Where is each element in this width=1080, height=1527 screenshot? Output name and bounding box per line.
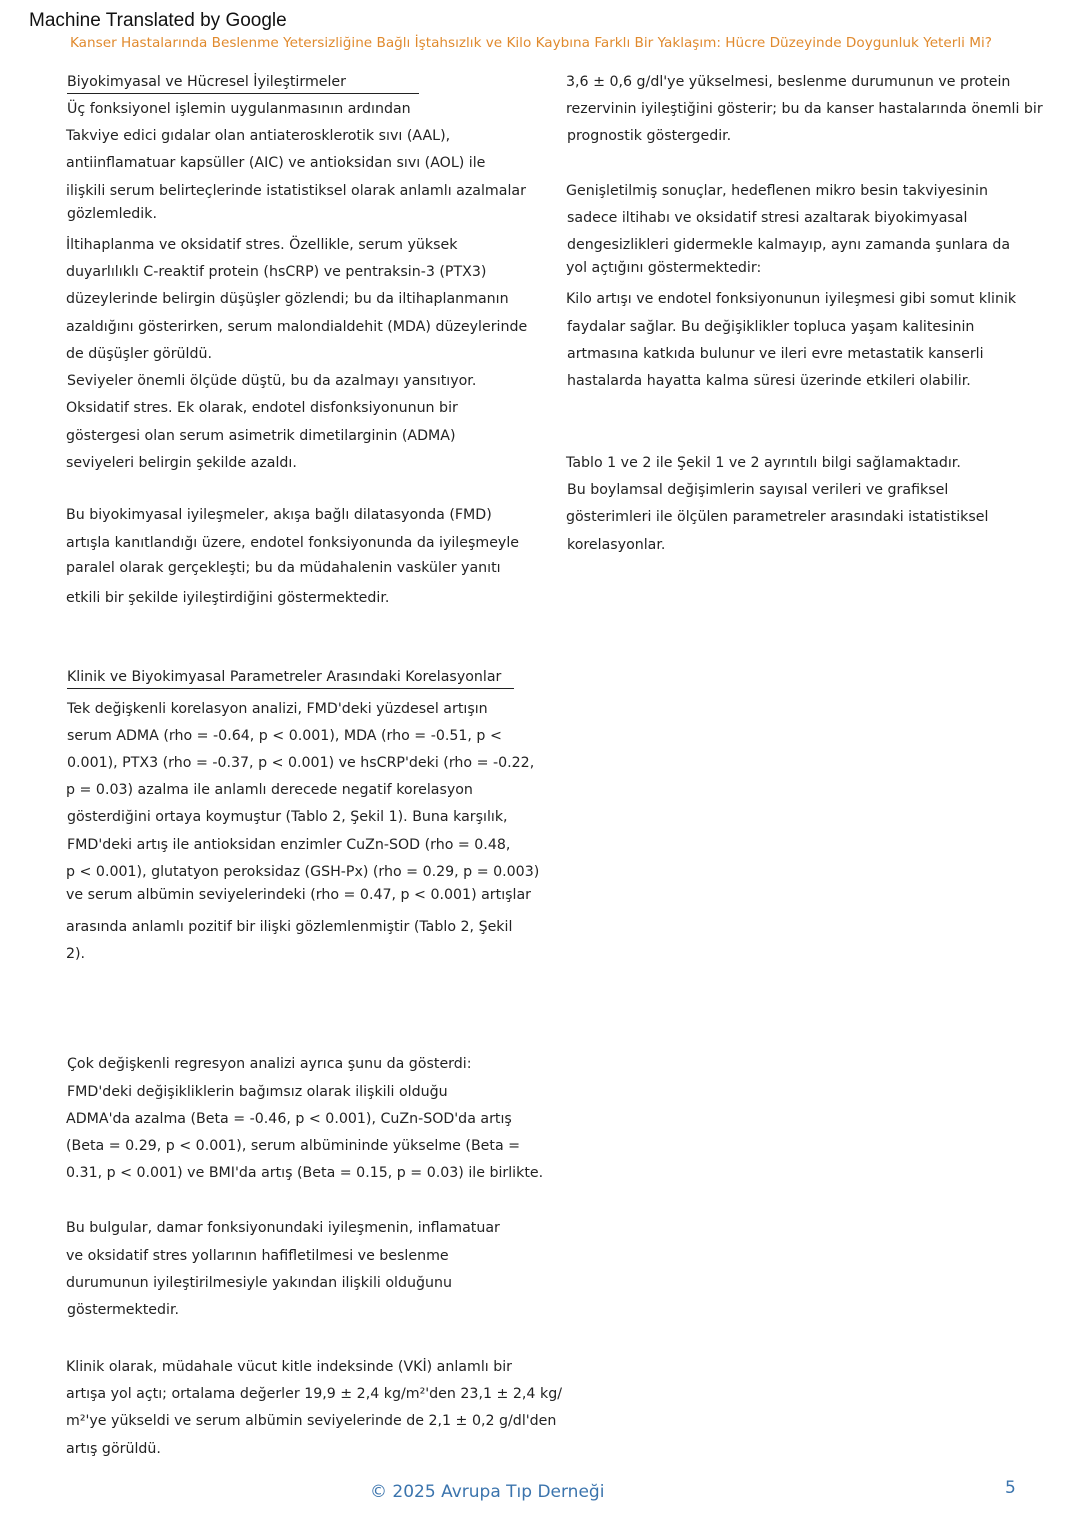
text-line: m²'ye yükseldi ve serum albümin seviyelerinde de 2,1 ± 0,2 g/dl'den	[66, 1413, 557, 1429]
text-line: Tek değişkenli korelasyon analizi, FMD'deki yüzdesel artışın	[67, 701, 488, 717]
text-line: hastalarda hayatta kalma süresi üzerinde etkileri olabilir.	[567, 373, 971, 389]
text-line: 2).	[66, 946, 86, 962]
text-line: dengesizlikleri gidermekle kalmayıp, aynı zamanda şunlara da	[567, 237, 1011, 253]
text-line: artmasına katkıda bulunur ve ileri evre metastatik kanserli	[567, 346, 984, 362]
text-line: Klinik olarak, müdahale vücut kitle indeksinde (VKİ) anlamlı bir	[66, 1359, 512, 1375]
text-line: 3,6 ± 0,6 g/dl'ye yükselmesi, beslenme durumunun ve protein	[566, 74, 1011, 90]
text-line: gözlemledik.	[67, 206, 157, 222]
text-line: ilişkili serum belirteçlerinde istatistiksel olarak anlamlı azalmalar	[66, 183, 526, 199]
text-line: yol açtığını göstermektedir:	[566, 260, 762, 276]
text-line: gösterimleri ile ölçülen parametreler arasındaki istatistiksel	[566, 509, 989, 525]
text-line: serum ADMA (rho = -0.64, p < 0.001), MDA (rho = -0.51, p <	[67, 728, 502, 744]
text-line: p = 0.03) azalma ile anlamlı derecede negatif korelasyon	[66, 782, 473, 798]
text-line: artışa yol açtı; ortalama değerler 19,9 ± 2,4 kg/m²'den 23,1 ± 2,4 kg/	[66, 1386, 562, 1402]
text-line: seviyeleri belirgin şekilde azaldı.	[66, 455, 297, 471]
text-line: Genişletilmiş sonuçlar, hedeflenen mikro besin takviyesinin	[566, 183, 988, 199]
text-line: ve serum albümin seviyelerindeki (rho = 0.47, p < 0.001) artışlar	[66, 887, 532, 903]
text-line: sadece iltihabı ve oksidatif stresi azaltarak biyokimyasal	[567, 210, 968, 226]
page-number: 5	[1005, 1478, 1016, 1498]
text-line: göstermektedir.	[67, 1302, 179, 1318]
running-head: Kanser Hastalarında Beslenme Yetersizliğine Bağlı İştahsızlık ve Kilo Kaybına Farklı Bir Yaklaşım: Hücre Düzeyinde Doygunluk Yeterli Mi?	[70, 35, 992, 51]
text-line: FMD'deki değişikliklerin bağımsız olarak ilişkili olduğu	[67, 1084, 448, 1100]
section-heading-correlations: Klinik ve Biyokimyasal Parametreler Arasındaki Korelasyonlar	[67, 667, 514, 689]
text-line: Çok değişkenli regresyon analizi ayrıca şunu da gösterdi:	[67, 1056, 472, 1072]
text-line: gösterdiğini ortaya koymuştur (Tablo 2, Şekil 1). Buna karşılık,	[67, 809, 508, 825]
text-line: Üç fonksiyonel işlemin uygulanmasının ardından	[67, 101, 411, 117]
text-line: ADMA'da azalma (Beta = -0.46, p < 0.001), CuZn-SOD'da artış	[66, 1111, 512, 1127]
text-line: ve oksidatif stres yollarının hafifletilmesi ve beslenme	[66, 1248, 449, 1264]
text-line: Bu biyokimyasal iyileşmeler, akışa bağlı dilatasyonda (FMD)	[66, 507, 492, 523]
section-heading-biochemical: Biyokimyasal ve Hücresel İyileştirmeler	[67, 72, 419, 94]
text-line: Tablo 1 ve 2 ile Şekil 1 ve 2 ayrıntılı bilgi sağlamaktadır.	[566, 455, 961, 471]
text-line: Oksidatif stres. Ek olarak, endotel disfonksiyonunun bir	[66, 400, 458, 416]
text-line: arasında anlamlı pozitif bir ilişki gözlemlenmiştir (Tablo 2, Şekil	[66, 919, 513, 935]
text-line: azaldığını gösterirken, serum malondialdehit (MDA) düzeylerinde	[66, 319, 528, 335]
text-line: artışla kanıtlandığı üzere, endotel fonksiyonunda da iyileşmeyle	[66, 535, 519, 551]
text-line: 0.001), PTX3 (rho = -0.37, p < 0.001) ve hsCRP'deki (rho = -0.22,	[67, 755, 535, 771]
text-line: 0.31, p < 0.001) ve BMI'da artış (Beta = 0.15, p = 0.03) ile birlikte.	[66, 1165, 544, 1181]
text-line: faydalar sağlar. Bu değişiklikler topluca yaşam kalitesinin	[567, 319, 975, 335]
text-line: p < 0.001), glutatyon peroksidaz (GSH-Px) (rho = 0.29, p = 0.003)	[66, 864, 540, 880]
text-line: Bu bulgular, damar fonksiyonundaki iyileşmenin, inflamatuar	[66, 1220, 500, 1236]
footer-copyright: © 2025 Avrupa Tıp Derneği	[370, 1482, 605, 1502]
text-line: (Beta = 0.29, p < 0.001), serum albümininde yükselme (Beta =	[66, 1138, 521, 1154]
text-line: göstergesi olan serum asimetrik dimetilarginin (ADMA)	[66, 428, 456, 444]
text-line: Bu boylamsal değişimlerin sayısal verileri ve grafiksel	[567, 482, 949, 498]
text-line: İltihaplanma ve oksidatif stres. Özellikle, serum yüksek	[66, 237, 458, 253]
text-line: korelasyonlar.	[567, 537, 666, 553]
text-line: FMD'deki artış ile antioksidan enzimler CuZn-SOD (rho = 0.48,	[67, 837, 511, 853]
machine-translation-banner: Machine Translated by Google	[29, 10, 287, 31]
text-line: etkili bir şekilde iyileştirdiğini göstermektedir.	[66, 590, 390, 606]
text-line: Kilo artışı ve endotel fonksiyonunun iyileşmesi gibi somut klinik	[566, 291, 1017, 307]
text-line: de düşüşler görüldü.	[66, 346, 212, 362]
text-line: duyarlılıklı C-reaktif protein (hsCRP) ve pentraksin-3 (PTX3)	[66, 264, 487, 280]
text-line: paralel olarak gerçekleşti; bu da müdahalenin vasküler yanıtı	[66, 560, 501, 576]
text-line: antiinflamatuar kapsüller (AIC) ve antioksidan sıvı (AOL) ile	[66, 155, 486, 171]
text-line: düzeylerinde belirgin düşüşler gözlendi; bu da iltihaplanmanın	[66, 291, 509, 307]
text-line: artış görüldü.	[66, 1441, 161, 1457]
text-line: Takviye edici gıdalar olan antiaterosklerotik sıvı (AAL),	[66, 128, 451, 144]
text-line: rezervinin iyileştiğini gösterir; bu da kanser hastalarında önemli bir	[566, 101, 1043, 117]
text-line: prognostik göstergedir.	[567, 128, 732, 144]
text-line: durumunun iyileştirilmesiyle yakından ilişkili olduğunu	[66, 1275, 452, 1291]
text-line: Seviyeler önemli ölçüde düştü, bu da azalmayı yansıtıyor.	[67, 373, 477, 389]
